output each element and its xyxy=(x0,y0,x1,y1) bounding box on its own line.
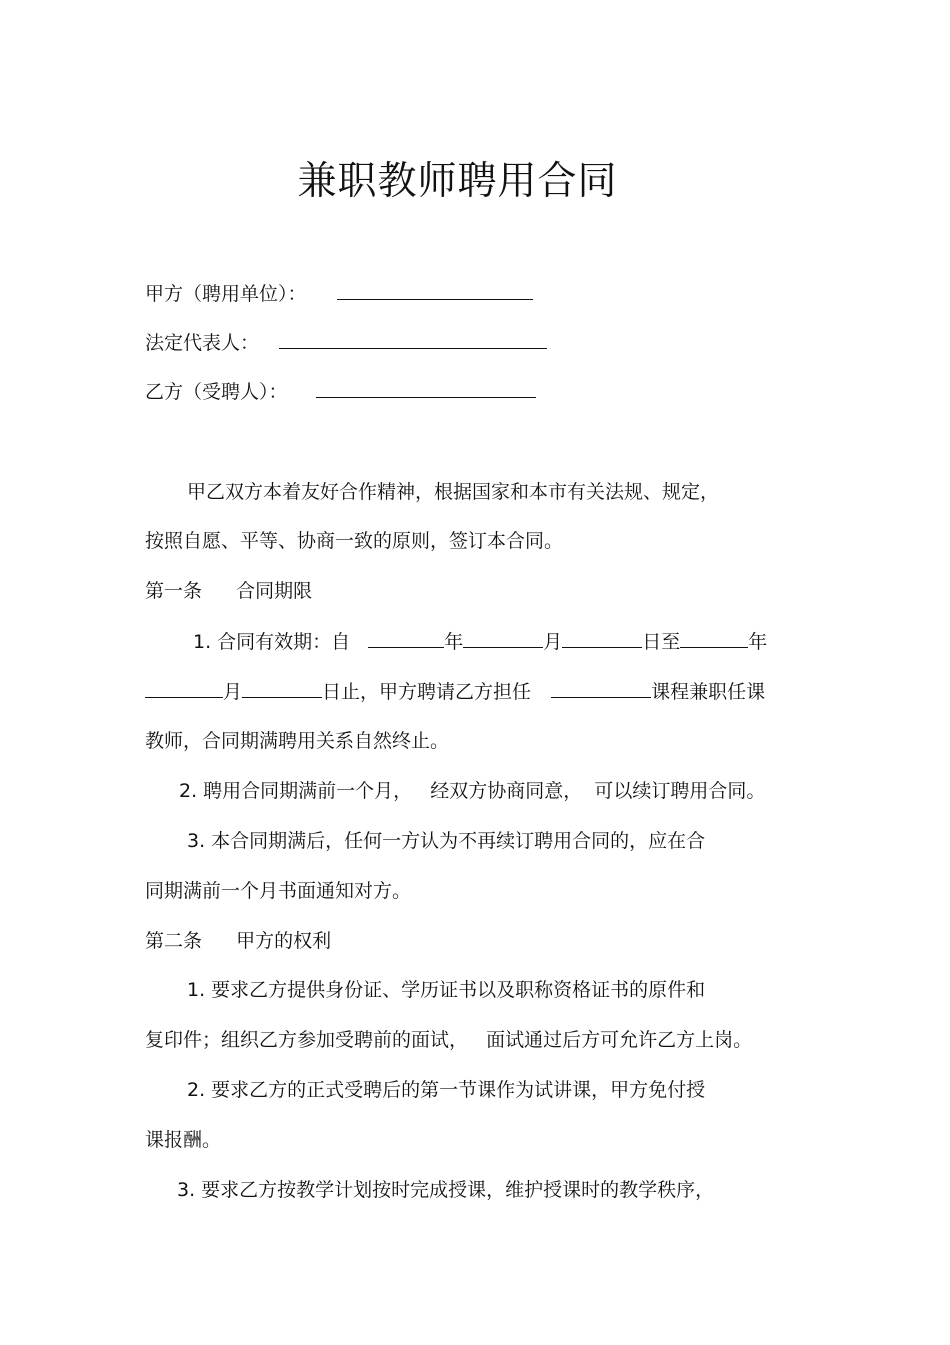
end-year-label: 年 xyxy=(748,631,768,653)
article-2-heading xyxy=(145,929,331,953)
start-year-label: 年 xyxy=(444,631,464,653)
preamble-line-1: 甲乙双方本着友好合作精神，根据国家和本市有关法规、规定， xyxy=(187,481,720,503)
article-1-title: 合同期限 xyxy=(236,580,313,602)
start-day-label: 日至 xyxy=(642,631,681,653)
article-1-item-1-end: 教师，合同期满聘用关系自然终止。 xyxy=(145,730,450,752)
party-a-label: 甲方（聘用单位）： xyxy=(145,283,307,305)
start-day-blank xyxy=(562,629,642,648)
end-month-blank xyxy=(145,679,223,698)
end-day-label: 日止，甲方聘请乙方担任 xyxy=(322,681,532,703)
article-1-item-3-line-1: 3. 本合同期满后，任何一方认为不再续订聘用合同的，应在合 xyxy=(187,830,706,852)
article-1-item-3-line-2: 同期满前一个月书面通知对方。 xyxy=(145,880,412,902)
article-2-number: 第二条 xyxy=(145,930,203,952)
article-2-title: 甲方的权利 xyxy=(236,930,332,952)
article-1-item-1 xyxy=(193,629,767,654)
article-2-item-2-line-1: 2. 要求乙方的正式受聘后的第一节课作为试讲课，甲方免付授 xyxy=(187,1079,706,1101)
party-b-label: 乙方（受聘人）： xyxy=(145,381,288,403)
party-b-field xyxy=(145,379,536,404)
start-month-label: 月 xyxy=(543,631,563,653)
page-title: 兼职教师聘用合同 xyxy=(297,159,618,204)
article-1-number: 第一条 xyxy=(145,580,203,602)
course-blank xyxy=(551,679,651,698)
article-2-item-3: 3. 要求乙方按教学计划按时完成授课，维护授课时的教学秩序， xyxy=(177,1179,715,1201)
legal-rep-field xyxy=(145,330,547,355)
end-year-blank xyxy=(680,629,748,648)
start-year-blank xyxy=(368,629,444,648)
article-1-item-1-cont xyxy=(145,679,765,704)
article-2-item-1-line-2: 复印件；组织乙方参加受聘前的面试， 面试通过后方可允许乙方上岗。 xyxy=(145,1029,753,1051)
end-month-label: 月 xyxy=(223,681,243,703)
party-a-blank xyxy=(337,281,533,300)
article-2-item-2-line-2: 课报酬。 xyxy=(145,1129,222,1151)
article-1-heading xyxy=(145,579,312,603)
party-b-blank xyxy=(316,379,536,398)
party-a-field xyxy=(145,281,533,306)
preamble-line-2: 按照自愿、平等、协商一致的原则，签订本合同。 xyxy=(145,530,564,552)
end-day-blank xyxy=(242,679,322,698)
legal-rep-blank xyxy=(279,330,547,349)
course-label: 课程兼职任课 xyxy=(651,681,766,703)
legal-rep-label: 法定代表人： xyxy=(145,332,260,354)
article-2-item-1-line-1: 1. 要求乙方提供身份证、学历证书以及职称资格证书的原件和 xyxy=(187,979,706,1001)
start-month-blank xyxy=(463,629,543,648)
contract-term-lead: 1. 合同有效期：自 xyxy=(193,631,351,653)
article-1-item-2: 2. 聘用合同期满前一个月， 经双方协商同意， 可以续订聘用合同。 xyxy=(179,780,766,802)
